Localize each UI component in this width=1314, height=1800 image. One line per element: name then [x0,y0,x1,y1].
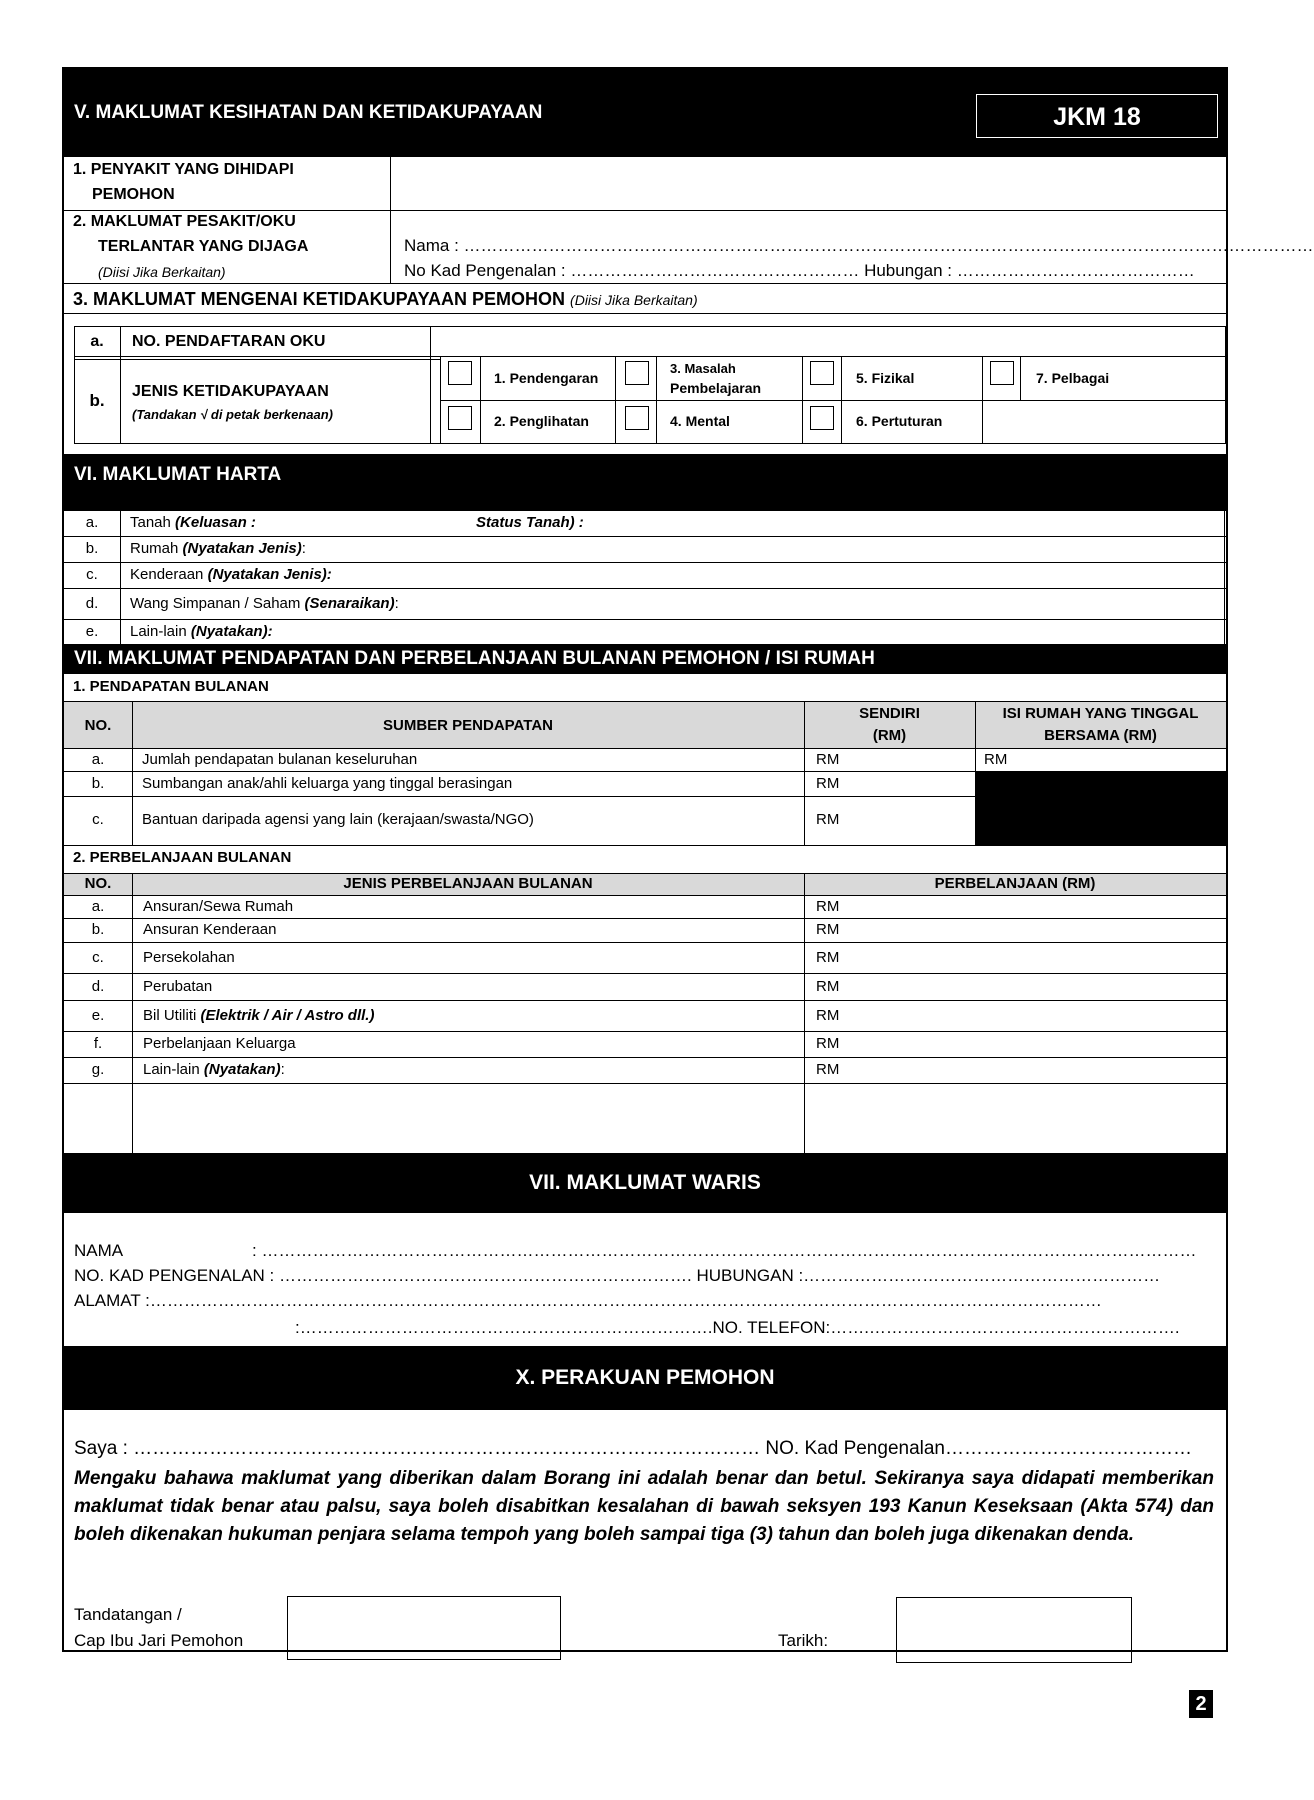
expense-col-amount: PERBELANJAAN (RM) [934,875,1096,892]
q1-answer-field[interactable] [394,159,1224,207]
page-number: 2 [1189,1690,1213,1718]
expense-row-type: Ansuran Kenderaan [143,921,277,938]
option-pendengaran: 1. Pendengaran [494,370,599,386]
income-col-source: SUMBER PENDAPATAN [382,717,553,734]
expense-row-type: Perbelanjaan Keluarga [143,1035,296,1052]
application-form [62,67,1314,1652]
perakuan-header [64,1346,1226,1410]
checkbox-penglihatan[interactable] [448,406,472,430]
q2-label-2: TERLANTAR YANG DIJAGA [98,238,309,255]
harta-row-label: Tanah (Keluasan : [130,514,256,531]
row-a-label: a. [90,333,104,350]
option-pelbagai: 7. Pelbagai [1036,370,1110,386]
q2-note: (Diisi Jika Berkaitan) [98,264,226,280]
checkbox-masalah-pembelajaran[interactable] [625,361,649,385]
q2-label-1: 2. MAKLUMAT PESAKIT/OKU [73,213,296,230]
q1-label-2: PEMOHON [92,186,175,203]
section-vi-title: VI. MAKLUMAT HARTA [74,464,282,485]
income-row-self-rm[interactable]: RM [816,750,840,768]
expense-row-divider [64,942,1226,943]
expense-row-no: b. [91,921,105,938]
harta-row-no: d. [85,594,99,612]
harta-row-no: a. [85,514,99,531]
checkbox-pelbagai[interactable] [990,361,1014,385]
option-mental: 4. Mental [670,413,730,429]
q1-label-1: 1. PENYAKIT YANG DIHIDAPI [73,161,294,178]
expense-row-divider [64,1057,1226,1058]
patient-ic-relation-field[interactable]: No Kad Pengenalan : …………………………………………… Hubungan : …………………………………… [404,261,1195,280]
expense-row-divider [64,973,1226,974]
expense-row-type: Ansuran/Sewa Rumah [143,897,294,915]
harta-row-no: e. [85,622,99,640]
income-row-source: Jumlah pendapatan bulanan keseluruhan [142,750,418,768]
income-col-household-1: ISI RUMAH YANG TINGGAL [1002,705,1199,722]
patient-name-field[interactable]: Nama : …………………………………………………………………………………………………………………………………… [404,236,1314,255]
expense-row-rm[interactable]: RM [816,977,840,995]
expense-row-rm[interactable]: RM [816,948,840,966]
income-col-self-2: (RM) [872,727,907,744]
oku-registration-field[interactable] [436,328,1224,355]
option-pertuturan: 6. Pertuturan [856,413,943,429]
declaration-text: Mengaku bahawa maklumat yang diberikan dalam Borang ini adalah benar dan betul. Sekiranya saya didapati memberikan maklumat tidak benar atau palsu, saya boleh disabitkan kesalahan di bawah seksyen 193 Kanun Keseksaan (Akta 574) dan boleh dikenakan hukuman penjara selama tempoh yang boleh sampai tiga (3) tahun dan boleh juga dikenakan denda. [74,1468,1214,1545]
form-code-box [976,94,1218,138]
checkbox-pertuturan[interactable] [810,406,834,430]
harta-row-label: Lain-lain (Nyatakan): [130,622,273,640]
waris-address-field[interactable]: ALAMAT :…………………………………………………………………………………………………………………………………………………… [74,1291,1102,1310]
harta-row-label: Wang Simpanan / Saham (Senaraikan): [130,594,399,612]
expense-row-rm[interactable]: RM [816,1061,840,1078]
waris-name-field[interactable]: : ………………………………………………………………………………………………………………………………………………… [252,1241,1197,1260]
date-label: Tarikh: [778,1631,829,1650]
income-col-no: NO. [84,717,112,734]
harta-row-label: Rumah (Nyatakan Jenis): [130,540,306,557]
harta-row-field[interactable] [124,538,1222,560]
waris-name-label: NAMA [74,1241,124,1260]
expense-row-rm[interactable]: RM [816,1035,840,1052]
checkbox-fizikal[interactable] [810,361,834,385]
expense-row-type: Perubatan [143,977,213,995]
harta-row-no: b. [85,540,99,557]
expense-row-rm[interactable]: RM [816,897,840,915]
waris-address2-phone-field[interactable]: :……………………………………………………………….NO. TELEFON:…….………………………………………………. [295,1318,1180,1337]
form-code: JKM 18 [1053,103,1141,131]
disability-type-note: (Tandakan √ di petak berkenaan) [132,407,333,422]
row-b-label: b. [89,391,105,410]
expense-row-no: d. [91,977,105,995]
waris-title: VII. MAKLUMAT WARIS [529,1171,761,1194]
waris-header [64,1153,1226,1213]
income-subtitle: 1. PENDAPATAN BULANAN [73,678,269,695]
option-masalah-2: Pembelajaran [670,380,762,396]
expense-row-divider [64,918,1226,919]
harta-row-label: Kenderaan (Nyatakan Jenis): [130,566,332,583]
applicant-name-ic-field[interactable]: Saya : ……………………………………………………………………………………… NO. Kad Pengenalan………………………………… [74,1438,1192,1459]
expense-row-rm[interactable]: RM [816,1006,840,1024]
q3-title: 3. MAKLUMAT MENGENAI KETIDAKUPAYAAN PEMOHON (Diisi Jika Berkaitan) [73,289,698,309]
perakuan-title: X. PERAKUAN PEMOHON [515,1366,775,1389]
expense-row-divider [64,1000,1226,1001]
income-shaded-cells [975,771,1226,845]
expense-row-type: Bil Utiliti (Elektrik / Air / Astro dll.) [143,1006,375,1024]
checkbox-mental[interactable] [625,406,649,430]
expense-row-type: Lain-lain (Nyatakan): [143,1061,285,1078]
income-row-no: b. [91,774,105,792]
income-row-source: Bantuan daripada agensi yang lain (kerajaan/swasta/NGO) [142,811,534,828]
section-v-title: V. MAKLUMAT KESIHATAN DAN KETIDAKUPAYAAN [74,102,543,123]
expense-row-divider [64,1031,1226,1032]
expense-row-rm[interactable]: RM [816,921,840,938]
income-row-self-rm[interactable]: RM [816,774,840,792]
income-col-self-1: SENDIRI [859,705,920,722]
harta-row-field[interactable] [124,512,1222,534]
option-masalah-1: 3. Masalah [670,361,736,376]
income-row-no: a. [91,750,105,768]
harta-row-field[interactable] [124,621,1222,642]
signature-label-2: Cap Ibu Jari Pemohon [74,1631,244,1650]
expense-row-no: a. [91,897,105,915]
expense-subtitle: 2. PERBELANJAAN BULANAN [73,849,292,866]
income-col-household-2: BERSAMA (RM) [1044,727,1157,744]
expense-row-divider [64,1083,1226,1084]
expense-col-no: NO. [84,875,112,892]
option-fizikal: 5. Fizikal [856,370,915,386]
oku-registration-label: NO. PENDAFTARAN OKU [132,333,326,350]
signature-label-1: Tandatangan / [74,1605,182,1624]
section-vii-title: VII. MAKLUMAT PENDAPATAN DAN PERBELANJAAN BULANAN PEMOHON / ISI RUMAH [74,648,875,669]
expense-row-no: f. [93,1035,103,1052]
section-vii-header [64,644,1226,674]
harta-row-status: Status Tanah) : [476,514,584,531]
expense-row-no: g. [91,1061,105,1078]
expense-col-type: JENIS PERBELANJAAN BULANAN [343,875,593,892]
income-row-household-rm[interactable]: RM [984,750,1008,768]
harta-row-no: c. [86,566,98,583]
income-row-source: Sumbangan anak/ahli keluarga yang tinggal berasingan [142,774,513,792]
expense-row-type: Persekolahan [143,948,235,966]
income-row-self-rm[interactable]: RM [816,811,840,828]
income-row-no: c. [92,811,104,828]
harta-row-field[interactable] [124,590,1222,617]
section-v-header [64,69,1226,157]
waris-ic-relation-field[interactable]: NO. KAD PENGENALAN : ………………………………………………………………. HUBUNGAN :……………………………………………………… [74,1266,1161,1285]
harta-row-field[interactable] [124,564,1222,586]
checkbox-pendengaran[interactable] [448,361,472,385]
expense-row-no: e. [91,1006,105,1024]
disability-type-label: JENIS KETIDAKUPAYAAN [132,383,329,400]
section-vi-header [64,454,1226,510]
option-penglihatan: 2. Penglihatan [494,413,589,429]
signature-box[interactable] [287,1596,561,1660]
expense-row-no: c. [92,948,104,966]
date-box[interactable] [896,1597,1132,1663]
